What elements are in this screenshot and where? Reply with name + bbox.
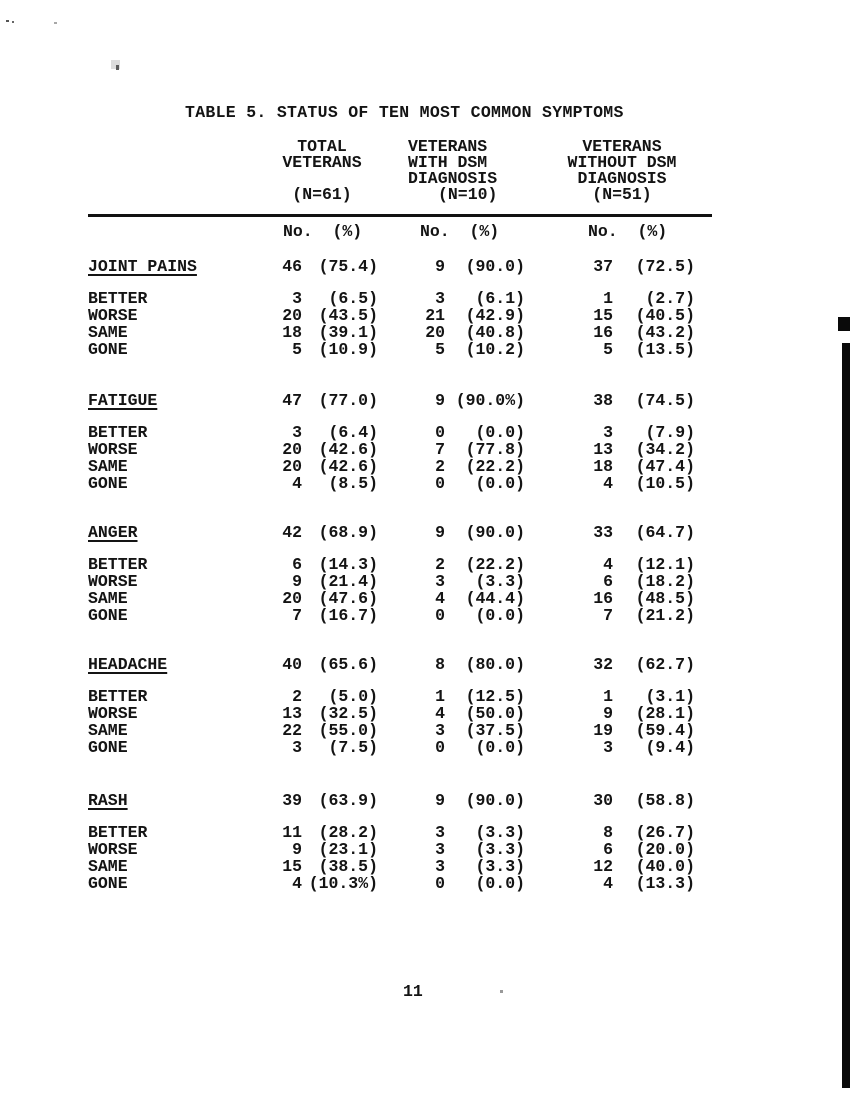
- percent-cell: (3.3): [475, 572, 525, 591]
- percent-cell: (40.0): [635, 857, 695, 876]
- percent-cell: (75.4): [318, 257, 378, 276]
- status-row: [88, 441, 695, 458]
- col1-header-line1: TOTAL: [297, 137, 347, 156]
- percent-cell: (6.1): [475, 289, 525, 308]
- status-row: [88, 458, 695, 475]
- status-label: SAME: [88, 589, 128, 608]
- status-label: GONE: [88, 738, 128, 757]
- percent-cell: (18.2): [635, 572, 695, 591]
- count-cell: 15: [593, 306, 613, 325]
- scan-speck: [116, 65, 119, 70]
- percent-cell: (28.2): [318, 823, 378, 842]
- symptom-header-row: [88, 524, 695, 541]
- count-cell: 13: [282, 704, 302, 723]
- status-row: [88, 841, 695, 858]
- col2-header-line1: VETERANS: [408, 137, 488, 156]
- count-cell: 11: [282, 823, 302, 842]
- scan-speck: [6, 20, 9, 22]
- symptom-header-row: [88, 392, 695, 409]
- count-cell: 30: [593, 791, 613, 810]
- page-number: 11: [403, 982, 423, 1001]
- count-cell: 1: [603, 687, 613, 706]
- percent-cell: (20.0): [635, 840, 695, 859]
- count-cell: 9: [435, 523, 445, 542]
- status-row: [88, 341, 695, 358]
- percent-cell: (38.5): [318, 857, 378, 876]
- count-cell: 4: [435, 704, 445, 723]
- count-cell: 42: [282, 523, 302, 542]
- status-label: WORSE: [88, 440, 138, 459]
- count-cell: 8: [435, 655, 445, 674]
- percent-cell: (48.5): [635, 589, 695, 608]
- count-cell: 3: [435, 840, 445, 859]
- count-cell: 20: [282, 306, 302, 325]
- status-label: BETTER: [88, 555, 148, 574]
- percent-cell: (90.0): [465, 523, 525, 542]
- percent-cell: (32.5): [318, 704, 378, 723]
- status-label: WORSE: [88, 840, 138, 859]
- count-cell: 8: [603, 823, 613, 842]
- count-cell: 4: [603, 874, 613, 893]
- symptom-label: ANGER: [88, 523, 138, 542]
- header-rule: [88, 214, 712, 217]
- status-label: GONE: [88, 474, 128, 493]
- symptom-label: HEADACHE: [88, 655, 168, 674]
- status-label: BETTER: [88, 423, 148, 442]
- status-row: [88, 307, 695, 324]
- col3-header-line3: DIAGNOSIS: [577, 169, 667, 188]
- percent-cell: (80.0): [465, 655, 525, 674]
- col3-header-n: (N=51): [592, 185, 652, 204]
- status-row: [88, 324, 695, 341]
- count-cell: 3: [292, 289, 302, 308]
- percent-cell: (13.5): [635, 340, 695, 359]
- count-cell: 1: [435, 687, 445, 706]
- count-cell: 9: [292, 572, 302, 591]
- col2-header-n: (N=10): [438, 185, 498, 204]
- percent-cell: (0.0): [475, 423, 525, 442]
- count-cell: 15: [282, 857, 302, 876]
- percent-cell: (22.2): [465, 555, 525, 574]
- percent-cell: (42.9): [465, 306, 525, 325]
- count-cell: 6: [292, 555, 302, 574]
- percent-cell: (10.3%): [308, 874, 378, 893]
- status-row: [88, 875, 695, 892]
- percent-cell: (58.8): [635, 791, 695, 810]
- scan-artifact-square: [838, 317, 850, 331]
- status-label: GONE: [88, 340, 128, 359]
- status-label: BETTER: [88, 823, 148, 842]
- count-cell: 2: [435, 457, 445, 476]
- count-cell: 3: [435, 823, 445, 842]
- symptom-header-row: [88, 792, 695, 809]
- percent-cell: (43.2): [635, 323, 695, 342]
- status-label: SAME: [88, 721, 128, 740]
- percent-cell: (90.0%): [455, 391, 525, 410]
- percent-cell: (42.6): [318, 457, 378, 476]
- count-cell: 21: [425, 306, 445, 325]
- status-row: [88, 722, 695, 739]
- percent-cell: (43.5): [318, 306, 378, 325]
- percent-cell: (23.1): [318, 840, 378, 859]
- percent-cell: (68.9): [318, 523, 378, 542]
- percent-cell: (3.3): [475, 823, 525, 842]
- percent-cell: (74.5): [635, 391, 695, 410]
- col3-header-line1: VETERANS: [582, 137, 662, 156]
- status-row: [88, 705, 695, 722]
- percent-cell: (0.0): [475, 738, 525, 757]
- percent-cell: (47.4): [635, 457, 695, 476]
- percent-cell: (90.0): [465, 257, 525, 276]
- count-cell: 9: [292, 840, 302, 859]
- status-row: [88, 424, 695, 441]
- col1-header-line2: VETERANS: [282, 153, 362, 172]
- count-cell: 3: [435, 721, 445, 740]
- col3-header-line2: WITHOUT DSM: [567, 153, 677, 172]
- percent-cell: (2.7): [645, 289, 695, 308]
- count-cell: 9: [435, 391, 445, 410]
- count-cell: 1: [603, 289, 613, 308]
- status-label: WORSE: [88, 572, 138, 591]
- count-cell: 3: [292, 738, 302, 757]
- count-cell: 3: [435, 572, 445, 591]
- count-cell: 46: [282, 257, 302, 276]
- count-cell: 2: [435, 555, 445, 574]
- percent-cell: (44.4): [465, 589, 525, 608]
- status-row: [88, 739, 695, 756]
- percent-cell: (16.7): [318, 606, 378, 625]
- count-cell: 18: [282, 323, 302, 342]
- percent-cell: (47.6): [318, 589, 378, 608]
- percent-cell: (42.6): [318, 440, 378, 459]
- count-cell: 9: [435, 791, 445, 810]
- percent-cell: (21.2): [635, 606, 695, 625]
- percent-cell: (0.0): [475, 874, 525, 893]
- count-cell: 13: [593, 440, 613, 459]
- percent-cell: (13.3): [635, 874, 695, 893]
- count-cell: 3: [603, 423, 613, 442]
- percent-cell: (12.1): [635, 555, 695, 574]
- scan-speck: [500, 990, 503, 993]
- table-title: TABLE 5. STATUS OF TEN MOST COMMON SYMPTOMS: [185, 103, 624, 122]
- status-row: [88, 858, 695, 875]
- status-row: [88, 475, 695, 492]
- count-cell: 19: [593, 721, 613, 740]
- symptom-label: RASH: [88, 791, 128, 810]
- col2-header-line3: DIAGNOSIS: [408, 169, 498, 188]
- percent-cell: (14.3): [318, 555, 378, 574]
- count-cell: 4: [292, 874, 302, 893]
- percent-cell: (10.5): [635, 474, 695, 493]
- percent-cell: (6.5): [328, 289, 378, 308]
- count-cell: 5: [435, 340, 445, 359]
- count-cell: 20: [425, 323, 445, 342]
- count-cell: 20: [282, 589, 302, 608]
- count-cell: 6: [603, 572, 613, 591]
- count-cell: 7: [435, 440, 445, 459]
- percent-cell: (5.0): [328, 687, 378, 706]
- col3-subheader: No. (%): [588, 222, 668, 241]
- percent-cell: (10.9): [318, 340, 378, 359]
- percent-cell: (6.4): [328, 423, 378, 442]
- status-label: GONE: [88, 606, 128, 625]
- count-cell: 5: [603, 340, 613, 359]
- status-label: SAME: [88, 457, 128, 476]
- status-row: [88, 824, 695, 841]
- status-label: GONE: [88, 874, 128, 893]
- count-cell: 33: [593, 523, 613, 542]
- percent-cell: (28.1): [635, 704, 695, 723]
- percent-cell: (64.7): [635, 523, 695, 542]
- count-cell: 39: [282, 791, 302, 810]
- percent-cell: (9.4): [645, 738, 695, 757]
- count-cell: 0: [435, 474, 445, 493]
- percent-cell: (3.3): [475, 857, 525, 876]
- status-label: WORSE: [88, 306, 138, 325]
- count-cell: 7: [603, 606, 613, 625]
- percent-cell: (7.9): [645, 423, 695, 442]
- percent-cell: (21.4): [318, 572, 378, 591]
- percent-cell: (62.7): [635, 655, 695, 674]
- count-cell: 3: [435, 857, 445, 876]
- count-cell: 0: [435, 738, 445, 757]
- symptom-label: JOINT PAINS: [88, 257, 197, 276]
- status-row: [88, 556, 695, 573]
- percent-cell: (0.0): [475, 606, 525, 625]
- percent-cell: (37.5): [465, 721, 525, 740]
- scan-speck: [12, 21, 14, 23]
- count-cell: 9: [603, 704, 613, 723]
- count-cell: 3: [435, 289, 445, 308]
- count-cell: 12: [593, 857, 613, 876]
- status-row: [88, 607, 695, 624]
- percent-cell: (40.8): [465, 323, 525, 342]
- count-cell: 22: [282, 721, 302, 740]
- count-cell: 4: [292, 474, 302, 493]
- col2-header-line2: WITH DSM: [408, 153, 488, 172]
- count-cell: 32: [593, 655, 613, 674]
- percent-cell: (12.5): [465, 687, 525, 706]
- count-cell: 5: [292, 340, 302, 359]
- count-cell: 4: [603, 474, 613, 493]
- percent-cell: (22.2): [465, 457, 525, 476]
- percent-cell: (39.1): [318, 323, 378, 342]
- percent-cell: (7.5): [328, 738, 378, 757]
- col2-subheader: No. (%): [420, 222, 500, 241]
- count-cell: 20: [282, 440, 302, 459]
- scan-artifact-bar: [842, 343, 850, 1088]
- percent-cell: (0.0): [475, 474, 525, 493]
- percent-cell: (26.7): [635, 823, 695, 842]
- count-cell: 20: [282, 457, 302, 476]
- percent-cell: (90.0): [465, 791, 525, 810]
- symptom-label: FATIGUE: [88, 391, 158, 410]
- percent-cell: (3.1): [645, 687, 695, 706]
- count-cell: 3: [603, 738, 613, 757]
- status-label: BETTER: [88, 687, 148, 706]
- scan-speck: [54, 22, 57, 24]
- percent-cell: (77.8): [465, 440, 525, 459]
- status-row: [88, 590, 695, 607]
- percent-cell: (59.4): [635, 721, 695, 740]
- percent-cell: (10.2): [465, 340, 525, 359]
- count-cell: 0: [435, 874, 445, 893]
- col1-subheader: No. (%): [283, 222, 363, 241]
- count-cell: 3: [292, 423, 302, 442]
- percent-cell: (63.9): [318, 791, 378, 810]
- count-cell: 2: [292, 687, 302, 706]
- count-cell: 18: [593, 457, 613, 476]
- count-cell: 37: [593, 257, 613, 276]
- percent-cell: (72.5): [635, 257, 695, 276]
- percent-cell: (55.0): [318, 721, 378, 740]
- count-cell: 6: [603, 840, 613, 859]
- count-cell: 0: [435, 606, 445, 625]
- count-cell: 4: [435, 589, 445, 608]
- status-row: [88, 573, 695, 590]
- count-cell: 47: [282, 391, 302, 410]
- percent-cell: (65.6): [318, 655, 378, 674]
- status-label: BETTER: [88, 289, 148, 308]
- count-cell: 9: [435, 257, 445, 276]
- count-cell: 7: [292, 606, 302, 625]
- percent-cell: (8.5): [328, 474, 378, 493]
- col1-header-n: (N=61): [292, 185, 352, 204]
- symptom-header-row: [88, 656, 695, 673]
- count-cell: 38: [593, 391, 613, 410]
- status-row: [88, 688, 695, 705]
- status-label: WORSE: [88, 704, 138, 723]
- percent-cell: (77.0): [318, 391, 378, 410]
- status-row: [88, 290, 695, 307]
- count-cell: 40: [282, 655, 302, 674]
- count-cell: 16: [593, 589, 613, 608]
- percent-cell: (3.3): [475, 840, 525, 859]
- status-label: SAME: [88, 857, 128, 876]
- count-cell: 0: [435, 423, 445, 442]
- symptom-header-row: [88, 258, 695, 275]
- count-cell: 16: [593, 323, 613, 342]
- percent-cell: (34.2): [635, 440, 695, 459]
- status-label: SAME: [88, 323, 128, 342]
- percent-cell: (50.0): [465, 704, 525, 723]
- percent-cell: (40.5): [635, 306, 695, 325]
- count-cell: 4: [603, 555, 613, 574]
